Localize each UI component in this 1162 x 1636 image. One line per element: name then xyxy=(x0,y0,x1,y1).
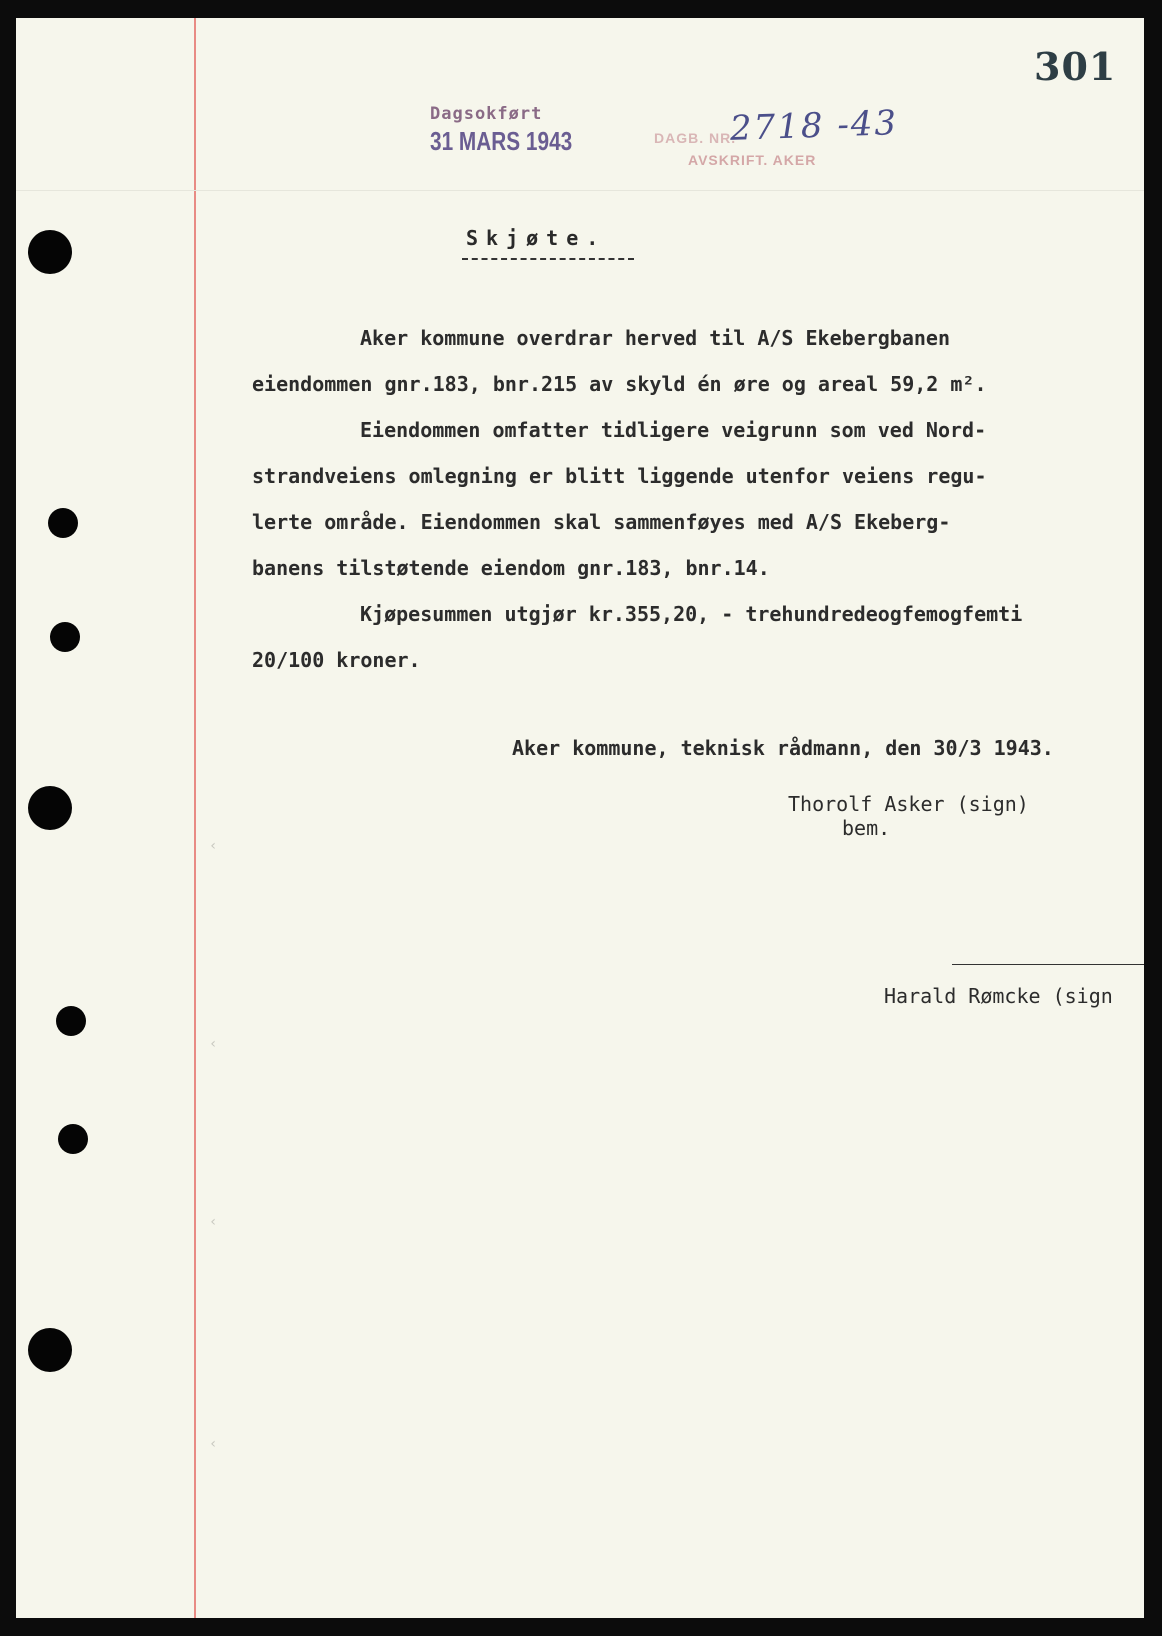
body-line: lerte område. Eiendommen skal sammenføyes med A/S Ekeberg- xyxy=(252,510,951,534)
punch-hole xyxy=(28,1328,72,1372)
stamp-faint-line2: AVSKRIFT. AKER xyxy=(688,152,817,168)
body-line: Eiendommen omfatter tidligere veigrunn som ved Nord- xyxy=(360,418,987,442)
body-line: strandveiens omlegning er blitt liggende utenfor veiens regu- xyxy=(252,464,987,488)
title-underline xyxy=(462,258,634,260)
stamp-registered: Dagsokført xyxy=(430,104,543,124)
header-rule xyxy=(16,190,1144,191)
punch-hole xyxy=(50,622,80,652)
document-page xyxy=(16,18,1144,1618)
punch-hole xyxy=(28,786,72,830)
place-date: Aker kommune, teknisk rådmann, den 30/3 1943. xyxy=(512,736,1054,760)
margin-mark: ‹ xyxy=(209,1214,218,1230)
punch-hole xyxy=(48,508,78,538)
document-title: Skjøte. xyxy=(466,226,607,250)
margin-mark: ‹ xyxy=(209,1036,218,1052)
signature-name-2: Harald Rømcke (sign xyxy=(884,984,1113,1008)
body-line: Aker kommune overdrar herved til A/S Ekebergbanen xyxy=(360,326,951,350)
margin-line xyxy=(194,18,196,1618)
body-line: banens tilstøtende eiendom gnr.183, bnr.14. xyxy=(252,556,770,580)
stamp-faint-line1: DAGB. NR. xyxy=(654,130,737,146)
punch-hole xyxy=(56,1006,86,1036)
punch-hole xyxy=(58,1124,88,1154)
punch-hole xyxy=(28,230,72,274)
handwritten-reference: 2718 -43 xyxy=(729,103,899,149)
signature-note: bem. xyxy=(842,816,891,840)
body-line: eiendommen gnr.183, bnr.215 av skyld én øre og areal 59,2 m². xyxy=(252,372,987,396)
body-line: 20/100 kroner. xyxy=(252,648,421,672)
page-number: 301 xyxy=(1034,44,1117,89)
margin-mark: ‹ xyxy=(209,838,218,854)
signature-name: Thorolf Asker (sign) xyxy=(788,792,1029,816)
stamp-date: 31 MARS 1943 xyxy=(430,126,573,156)
body-line: Kjøpesummen utgjør kr.355,20, - trehundredeogfemogfemti xyxy=(360,602,1023,626)
margin-mark: ‹ xyxy=(209,1436,218,1452)
signature-rule xyxy=(952,964,1144,965)
